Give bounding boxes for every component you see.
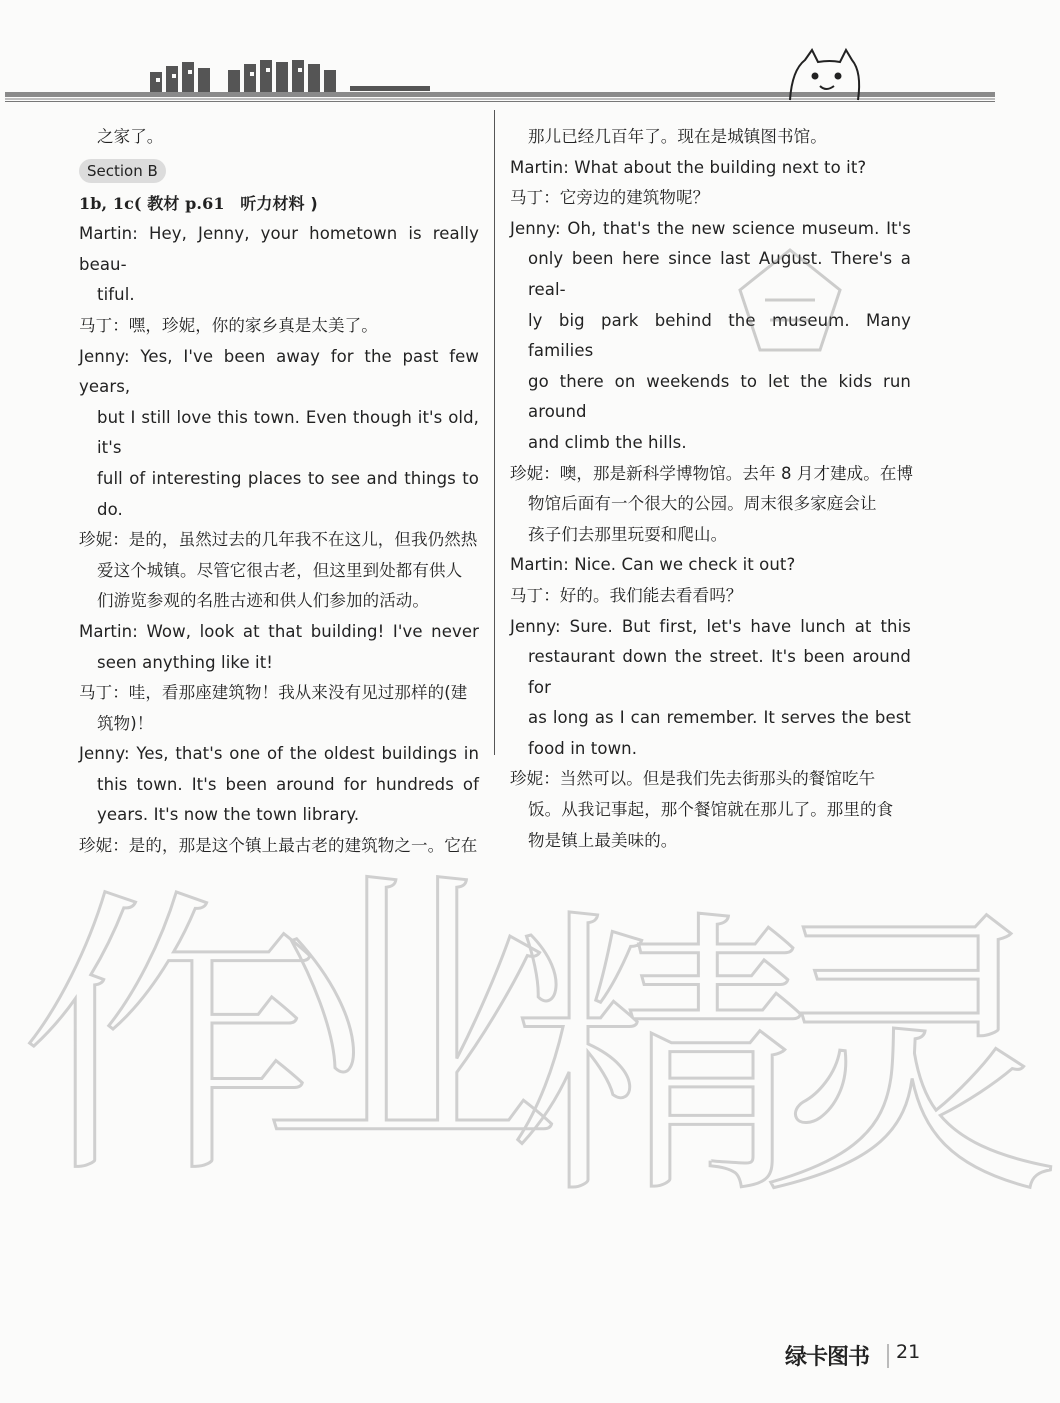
dialogue-line: Jenny: Sure. But first, let's have lunch at this: [510, 616, 911, 636]
dialogue-line: food in town.: [528, 738, 638, 758]
dialogue-line: restaurant down the street. It's been around for: [528, 647, 911, 697]
dialogue-line: Martin: What about the building next to it?: [510, 157, 867, 177]
dialogue-line: 马丁：嘿，珍妮，你的家乡真是太美了。: [79, 315, 378, 335]
dialogue-line: 马丁：好的。我们能去看看吗？: [510, 585, 743, 605]
left-column: [79, 122, 479, 862]
heading-ref: 1b, 1c( 教材 p.61: [79, 193, 225, 213]
dialogue-line: 珍妮：是的，那是这个镇上最古老的建筑物之一。它在: [79, 836, 478, 856]
dialogue-line: 马丁：它旁边的建筑物呢？: [510, 188, 710, 208]
dialogue-line: seen anything like it!: [97, 652, 274, 672]
footer-separator: [887, 1344, 889, 1368]
dialogue-line: Martin: Nice. Can we check it out?: [510, 555, 796, 575]
dialogue-line: years. It's now the town library.: [97, 805, 360, 825]
dialogue-line: Martin: Hey, Jenny, your hometown is really beau-: [79, 224, 479, 274]
dialogue-line: 孩子们去那里玩耍和爬山。: [528, 524, 728, 544]
dialogue-line: Jenny: Yes, that's one of the oldest buildings in: [79, 744, 479, 764]
dialogue-line: but I still love this town. Even though it's old, it's: [97, 407, 479, 458]
heading-label: 听力材料 ): [240, 193, 318, 213]
dialogue-line: Martin: Wow, look at that building! I've never: [79, 621, 479, 641]
dialogue-line: and climb the hills.: [528, 432, 687, 452]
section-tag-row: [79, 155, 479, 189]
dialogue-line: 饭。从我记事起，那个餐馆就在那儿了。那里的食: [528, 800, 894, 820]
continued-line: 之家了。: [97, 127, 164, 146]
watermark-char: 作: [20, 865, 320, 1214]
dialogue-line: go there on weekends to let the kids run around: [528, 371, 911, 422]
watermark-char: 业: [260, 845, 560, 1194]
dialogue-line: 筑物)！: [97, 713, 154, 733]
listening-heading: [79, 189, 479, 220]
publisher-stamp-icon: [720, 230, 860, 370]
dialogue-line: ly big park behind the museum. Many families: [528, 310, 911, 361]
dialogue-line: tiful.: [97, 285, 135, 305]
dialogue-line: as long as I can remember. It serves the best: [528, 708, 911, 728]
dialogue-line: 爱这个城镇。尽管它很古老，但这里到处都有供人: [97, 560, 463, 580]
footer-brand: 绿卡图书: [785, 1345, 870, 1370]
page-header: [0, 0, 1000, 120]
dialogue-line: 那儿已经几百年了。现在是城镇图书馆。: [528, 127, 827, 146]
page-number: 21: [896, 1341, 921, 1363]
dialogue-line: Jenny: Oh, that's the new science museum. It's: [510, 218, 911, 238]
watermark-char: 精: [510, 885, 810, 1234]
column-divider: [494, 110, 495, 755]
dialogue-line: 物馆后面有一个很大的公园。周末很多家庭会让: [528, 494, 877, 514]
dialogue-line: 珍妮：当然可以。但是我们先去街那头的餐馆吃午: [510, 769, 876, 789]
section-tag: Section B: [79, 159, 166, 183]
dialogue-line: 珍妮：噢，那是新科学博物馆。去年 8 月才建成。在博: [510, 463, 914, 483]
left-dialogue: [79, 219, 479, 861]
watermark-char: 灵: [760, 885, 1060, 1234]
dialogue-line: full of interesting places to see and things to do.: [97, 468, 479, 519]
dialogue-line: 珍妮：是的，虽然过去的几年我不在这儿，但我仍然热: [79, 530, 478, 550]
header-decoration: [0, 0, 1000, 120]
dialogue-line: only been here since last August. There's a real-: [528, 249, 911, 299]
dialogue-line: 物是镇上最美味的。: [528, 830, 678, 850]
dialogue-line: 马丁：哇，看那座建筑物！我从来没有见过那样的(建: [79, 683, 468, 703]
dialogue-line: Jenny: Yes, I've been away for the past few years,: [79, 346, 479, 397]
dialogue-line: this town. It's been around for hundreds of: [97, 774, 479, 794]
dialogue-line: 们游览参观的名胜古迹和供人们参加的活动。: [97, 591, 429, 611]
